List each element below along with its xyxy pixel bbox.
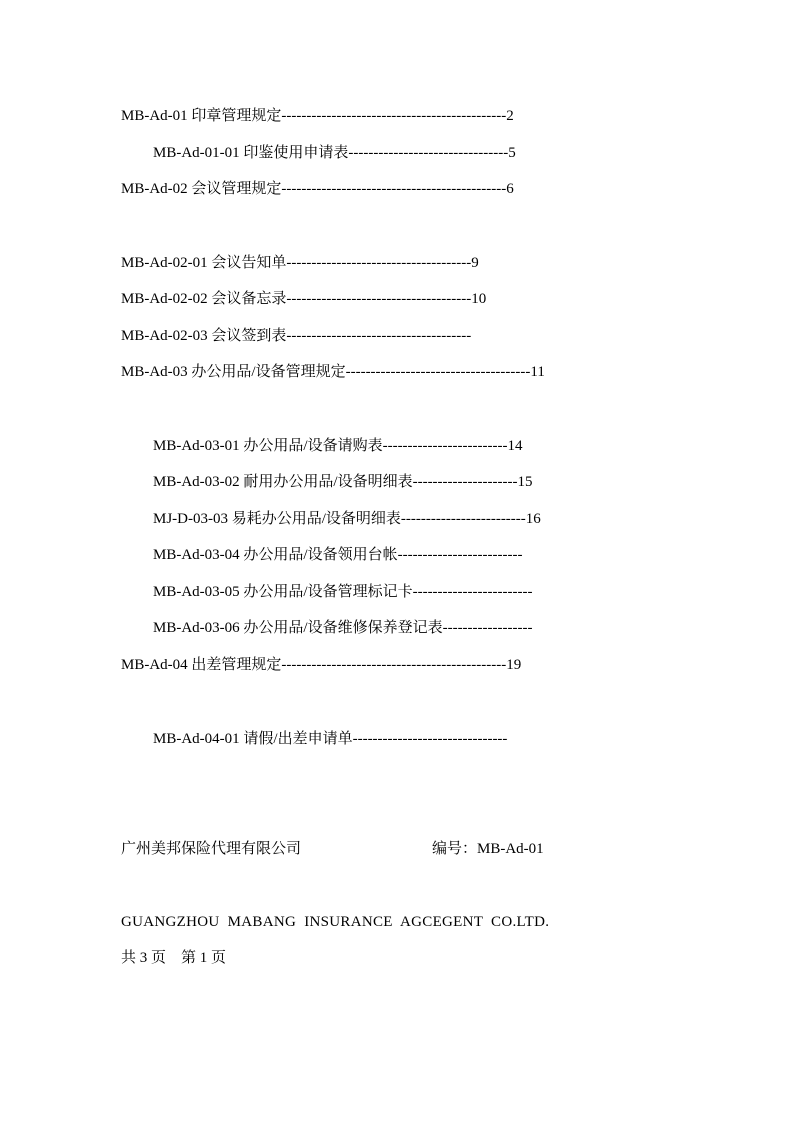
toc-entry: MB-Ad-03 办公用品/设备管理规定-------------------------------------11: [121, 364, 545, 380]
toc-entry: MB-Ad-02 会议管理规定---------------------------------------------6: [121, 181, 514, 197]
toc-entry: MJ-D-03-03 易耗办公用品/设备明细表-------------------------16: [153, 511, 541, 527]
company-name-cn: 广州美邦保险代理有限公司: [121, 841, 302, 857]
toc-entry: MB-Ad-04 出差管理规定---------------------------------------------19: [121, 657, 522, 673]
toc-entry: MB-Ad-03-01 办公用品/设备请购表-------------------------14: [153, 438, 523, 454]
toc-entry: MB-Ad-02-01 会议告知单-------------------------------------9: [121, 255, 479, 271]
toc-entry: MB-Ad-04-01 请假/出差申请单-------------------------------: [153, 731, 508, 747]
toc-entry: MB-Ad-03-02 耐用办公用品/设备明细表---------------------15: [153, 474, 533, 490]
toc-entry: MB-Ad-01 印章管理规定---------------------------------------------2: [121, 108, 514, 124]
toc-entry: MB-Ad-03-05 办公用品/设备管理标记卡------------------------: [153, 584, 533, 600]
toc-entry: MB-Ad-03-04 办公用品/设备领用台帐-------------------------: [153, 547, 523, 563]
toc-entry: MB-Ad-02-03 会议签到表-------------------------------------: [121, 328, 472, 344]
toc-entry: MB-Ad-02-02 会议备忘录-------------------------------------10: [121, 291, 487, 307]
toc-entry: MB-Ad-01-01 印鉴使用申请表--------------------------------5: [153, 145, 516, 161]
company-name-en: GUANGZHOU MABANG INSURANCE AGCEGENT CO.LTD.: [121, 914, 550, 930]
document-code: 编号：MB-Ad-01: [432, 841, 544, 857]
toc-entry: MB-Ad-03-06 办公用品/设备维修保养登记表------------------: [153, 620, 533, 636]
page-counter: 共 3 页 第 1 页: [121, 950, 227, 966]
